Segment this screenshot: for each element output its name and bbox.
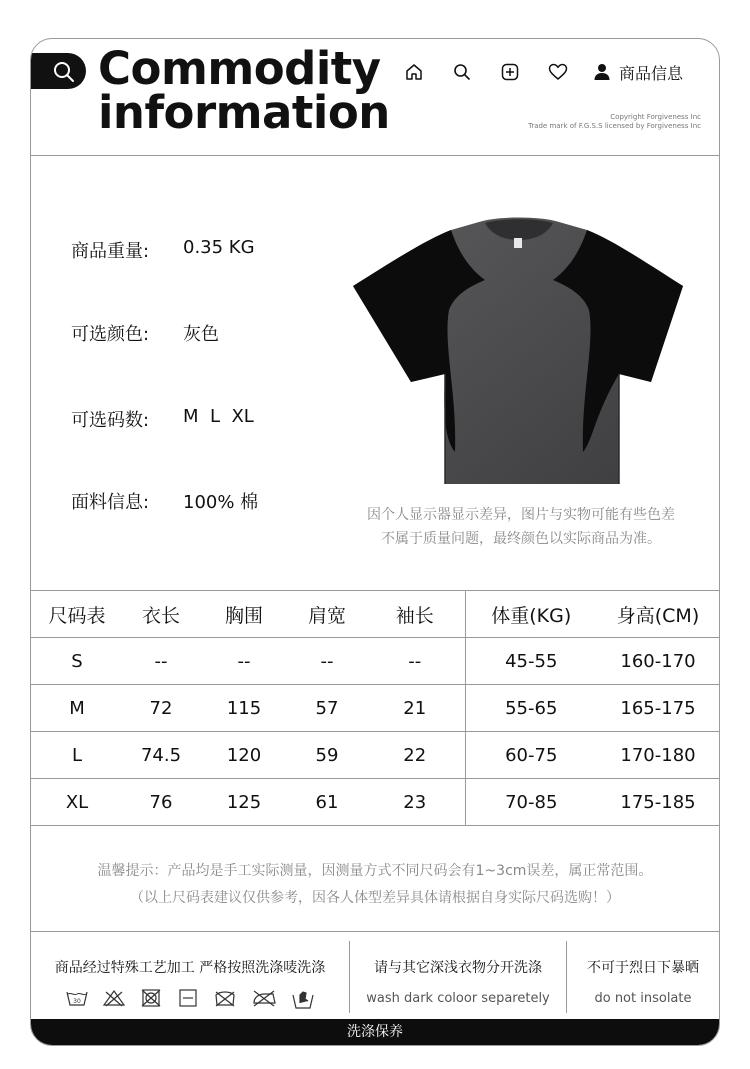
measurement-tip-line-2: （以上尺码表建议仅供参考，因各人体型差异具体请根据自身实际尺码选购！） (130, 890, 620, 906)
table-cell: 115 (199, 685, 289, 732)
dry-flat-icon (177, 989, 199, 1007)
table-cell: 74.5 (123, 732, 199, 779)
table-row (31, 638, 719, 685)
title-line-2: information (98, 86, 390, 139)
table-cell: 21 (365, 685, 465, 732)
table-cell: 45-55 (465, 638, 597, 685)
info-value: 0.35 KG (183, 237, 255, 258)
care-divider (31, 931, 719, 932)
header-divider (31, 155, 719, 156)
search-icon (453, 63, 471, 81)
care-footer-bar: 洗涤保养 (31, 1019, 719, 1045)
no-tumble-dry-icon (140, 989, 162, 1007)
info-row-fabric (71, 488, 258, 514)
info-row-sizes (71, 406, 254, 432)
table-cell: -- (365, 638, 465, 685)
info-label: 面料信息: (71, 492, 150, 513)
table-cell: XL (31, 779, 123, 826)
table-cell: 165-175 (597, 685, 719, 732)
info-value: 100% 棉 (183, 492, 259, 513)
table-cell: 57 (289, 685, 365, 732)
user-menu[interactable] (593, 61, 683, 84)
care-col-separate (350, 937, 566, 1017)
info-label: 商品重量: (71, 241, 150, 262)
table-cell: 120 (199, 732, 289, 779)
hand-wash-icon (292, 989, 314, 1009)
table-row (31, 685, 719, 732)
nav-search-button[interactable] (449, 59, 475, 85)
care-section (31, 937, 719, 1017)
info-value: 灰色 (183, 324, 219, 345)
search-button[interactable] (31, 53, 86, 89)
table-cell: 76 (123, 779, 199, 826)
size-table (31, 591, 719, 826)
favorite-button[interactable] (545, 59, 571, 85)
header-sleeve: 袖长 (365, 591, 465, 638)
table-cell: 70-85 (465, 779, 597, 826)
table-cell: 175-185 (597, 779, 719, 826)
table-cell: -- (123, 638, 199, 685)
header-weight: 体重(KG) (465, 591, 597, 638)
user-icon (593, 63, 611, 81)
top-nav (401, 59, 683, 85)
color-notice-line-2: 不属于质量问题，最终颜色以实际商品为准。 (381, 531, 661, 547)
care-col-process (31, 937, 349, 1017)
no-dry-clean-icon (214, 989, 236, 1007)
table-cell: L (31, 732, 123, 779)
info-row-color (71, 320, 219, 346)
care-col-sun (567, 937, 719, 1017)
table-cell: 59 (289, 732, 365, 779)
info-row-weight (71, 237, 255, 263)
table-cell: 61 (289, 779, 365, 826)
table-cell: 160-170 (597, 638, 719, 685)
table-cell: 170-180 (597, 732, 719, 779)
add-button[interactable] (497, 59, 523, 85)
table-row (31, 732, 719, 779)
page-frame (30, 38, 720, 1046)
copyright-line-2: Trade mark of F.G.S.S licensed by Forgiveness Inc (528, 122, 701, 130)
home-icon (405, 63, 423, 81)
no-iron-icon (251, 989, 277, 1007)
care-separate-subtext: wash dark coloor separetely (366, 991, 550, 1006)
care-separate-text: 请与其它深浅衣物分开洗涤 (374, 960, 542, 976)
copyright-text (528, 113, 701, 131)
care-sun-subtext: do not insolate (594, 991, 692, 1006)
header-shoulder: 肩宽 (289, 591, 365, 638)
table-cell: -- (199, 638, 289, 685)
table-cell: 72 (123, 685, 199, 732)
heart-icon (548, 63, 568, 81)
wash-30-icon (66, 989, 88, 1007)
table-header-row (31, 591, 719, 638)
title-line-1: Commodity (98, 42, 381, 95)
table-cell: 23 (365, 779, 465, 826)
copyright-line-1: Copyright Forgiveness Inc (610, 113, 701, 121)
table-row (31, 779, 719, 826)
header-length: 衣长 (123, 591, 199, 638)
plus-square-icon (501, 63, 519, 81)
table-cell: S (31, 638, 123, 685)
no-bleach-icon (103, 989, 125, 1007)
header-chest: 胸围 (199, 591, 289, 638)
svg-text:30: 30 (73, 998, 81, 1005)
header-size: 尺码表 (31, 591, 123, 638)
care-process-text: 商品经过特殊工艺加工 严格按照洗涤唛洗涤 (54, 960, 326, 976)
measurement-tip (31, 858, 719, 912)
user-menu-label: 商品信息 (619, 63, 684, 83)
info-label: 可选颜色: (71, 324, 150, 345)
measurement-tip-line-1: 温馨提示：产品均是手工实际测量，因测量方式不同尺码会有1~3cm误差，属正常范围。 (97, 863, 653, 879)
info-label: 可选码数: (71, 410, 150, 431)
table-cell: 60-75 (465, 732, 597, 779)
tshirt-product-image (351, 214, 687, 489)
header-height: 身高(CM) (597, 591, 719, 638)
page-title (98, 42, 390, 139)
table-cell: M (31, 685, 123, 732)
table-cell: 22 (365, 732, 465, 779)
care-sun-text: 不可于烈日下暴晒 (587, 960, 699, 976)
table-cell: 125 (199, 779, 289, 826)
color-notice (321, 503, 720, 551)
care-icons (31, 989, 349, 1009)
table-cell: -- (289, 638, 365, 685)
info-value: M L XL (183, 406, 254, 427)
home-button[interactable] (401, 59, 427, 85)
table-cell: 55-65 (465, 685, 597, 732)
search-icon (53, 61, 75, 83)
color-notice-line-1: 因个人显示器显示差异，图片与实物可能有些色差 (367, 507, 675, 523)
